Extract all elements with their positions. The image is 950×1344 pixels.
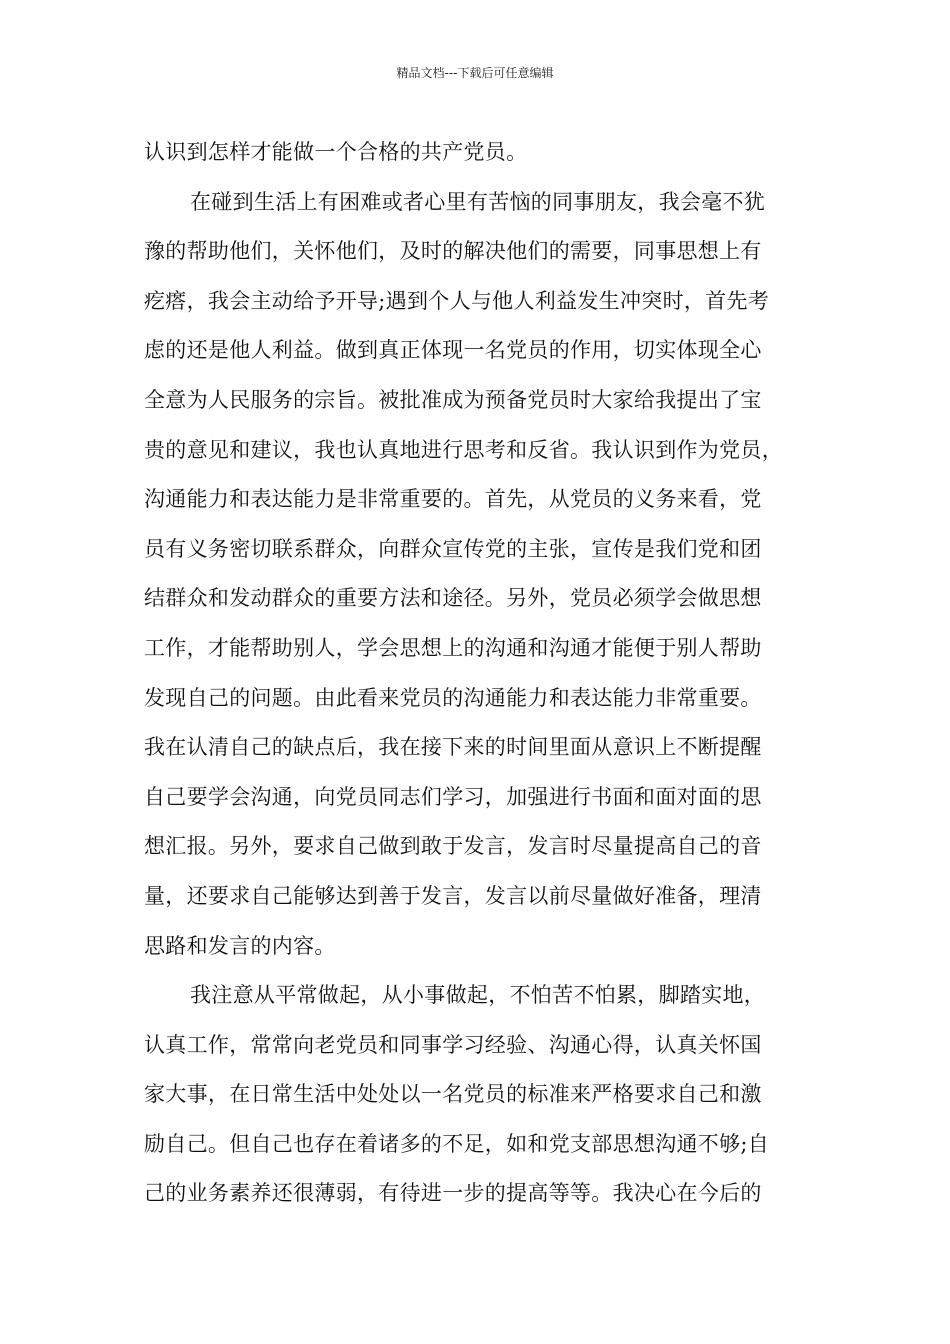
- page-header: 精品文档---下载后可任意编辑: [396, 66, 554, 80]
- text-line: 想汇报。另外，要求自己做到敢于发言，发言时尽量提高自己的音: [144, 834, 762, 859]
- text-line: 结群众和发动群众的重要方法和途径。另外，党员必须学会做思想: [144, 586, 762, 611]
- text-line: 量，还要求自己能够达到善于发言，发言以前尽量做好准备，理清: [144, 883, 762, 908]
- text-line: 思路和发言的内容。: [144, 933, 336, 958]
- text-line: 自己要学会沟通，向党员同志们学习，加强进行书面和面对面的思: [144, 784, 762, 809]
- text-line: 豫的帮助他们，关怀他们，及时的解决他们的需要，同事思想上有: [144, 239, 762, 264]
- text-line: 己的业务素养还很薄弱，有待进一步的提高等等。我决心在今后的: [144, 1181, 762, 1206]
- document-body: [144, 128, 820, 1219]
- text-line-paragraph-start: 在碰到生活上有困难或者心里有苦恼的同事朋友，我会毫不犹: [190, 189, 766, 214]
- text-line: 员有义务密切联系群众，向群众宣传党的主张，宣传是我们党和团: [144, 536, 762, 561]
- text-line: 发现自己的问题。由此看来党员的沟通能力和表达能力非常重要。: [144, 685, 762, 710]
- text-line: 虑的还是他人利益。做到真正体现一名党员的作用，切实体现全心: [144, 338, 762, 363]
- text-line: 贵的意见和建议，我也认真地进行思考和反省。我认识到作为党员，: [144, 437, 783, 462]
- text-line: 家大事，在日常生活中处处以一名党员的标准来严格要求自己和激: [144, 1082, 762, 1107]
- text-line: 我在认清自己的缺点后，我在接下来的时间里面从意识上不断提醒: [144, 735, 762, 760]
- text-line: 沟通能力和表达能力是非常重要的。首先，从党员的义务来看，党: [144, 487, 762, 512]
- text-line-paragraph-start: 我注意从平常做起，从小事做起，不怕苦不怕累，脚踏实地，: [190, 983, 766, 1008]
- text-line: 全意为人民服务的宗旨。被批准成为预备党员时大家给我提出了宝: [144, 387, 762, 412]
- text-line: 疙瘩，我会主动给予开导;遇到个人与他人利益发生冲突时，首先考: [144, 288, 770, 313]
- text-line: 工作，才能帮助别人，学会思想上的沟通和沟通才能便于别人帮助: [144, 635, 762, 660]
- text-line: 励自己。但自己也存在着诸多的不足，如和党支部思想沟通不够;自: [144, 1131, 770, 1156]
- text-line: 认识到怎样才能做一个合格的共产党员。: [144, 140, 528, 164]
- text-line: 认真工作，常常向老党员和同事学习经验、沟通心得，认真关怀国: [144, 1032, 762, 1057]
